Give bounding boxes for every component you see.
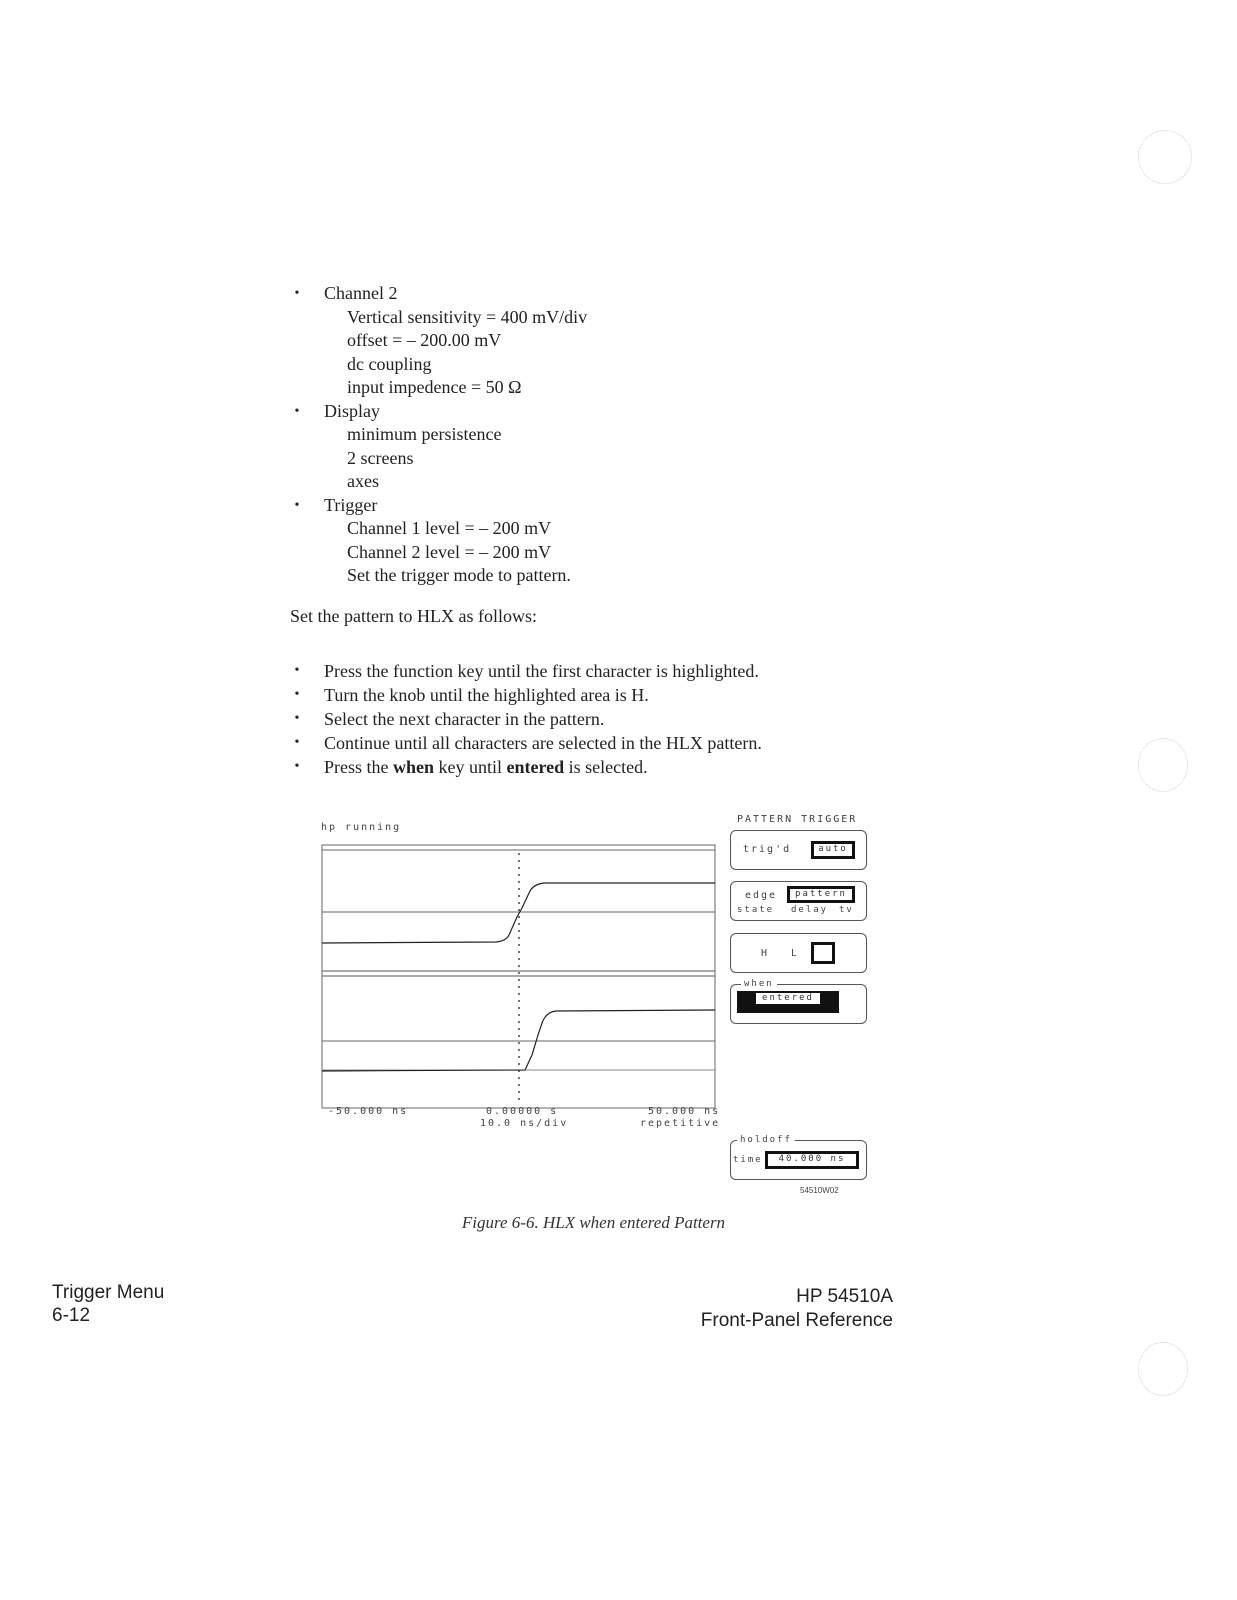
setting-line: dc coupling — [347, 353, 432, 374]
softkey-holdoff[interactable] — [730, 1135, 867, 1180]
setting-line: Vertical sensitivity = 400 mV/div — [347, 306, 588, 327]
entered-option-name: entered — [506, 757, 565, 777]
intro-text: Set the pattern to HLX as follows: — [290, 606, 537, 626]
binder-hole — [1138, 130, 1192, 184]
setting-line: axes — [347, 471, 379, 491]
pattern-value: pattern — [787, 886, 855, 903]
group-title: Channel 2 — [324, 283, 398, 303]
step-text-part: Press the — [324, 757, 393, 777]
step-text: Press the function key until the first character is highlighted. — [324, 661, 759, 681]
channel-1-trace — [322, 883, 715, 943]
footer-right — [701, 1285, 893, 1333]
step-text-part: key until — [434, 757, 507, 777]
setting-line: minimum persistence — [347, 424, 502, 444]
product-name: HP 54510A — [796, 1286, 893, 1307]
trigd-label: trig'd — [743, 844, 792, 855]
figure-id: 54510W02 — [800, 1186, 839, 1195]
bullet: • — [294, 711, 300, 726]
step-item — [290, 731, 910, 755]
tv-label: tv — [839, 905, 854, 915]
pattern-h: H — [761, 948, 770, 959]
setting-line: Channel 1 level = – 200 mV — [347, 518, 552, 538]
bullet: • — [294, 403, 300, 419]
edge-label: edge — [745, 890, 778, 901]
figure-caption: Figure 6-6. HLX when entered Pattern — [461, 1213, 726, 1232]
setting-line: Set the trigger mode to pattern. — [347, 565, 571, 585]
pattern-l: L — [791, 948, 800, 959]
waveform-display — [300, 805, 730, 1125]
bullet: • — [294, 759, 300, 774]
settings-group-display — [290, 400, 910, 494]
bullet: • — [294, 663, 300, 678]
when-key-name: when — [393, 757, 435, 777]
manual-name: Front-Panel Reference — [700, 1310, 893, 1331]
binder-hole — [1138, 738, 1188, 792]
step-text: Continue until all characters are selected in the HLX pattern. — [324, 733, 762, 753]
softkey-when[interactable] — [730, 979, 867, 1024]
footer-left — [52, 1281, 164, 1327]
holdoff-heading: holdoff — [737, 1135, 795, 1145]
step-text: Turn the knob until the highlighted area is H. — [324, 685, 649, 705]
softkey-trigger-type[interactable] — [730, 881, 867, 921]
bullet: • — [294, 735, 300, 750]
delay-label: delay — [791, 905, 829, 915]
settings-group-channel-2 — [290, 282, 910, 400]
settings-list — [290, 282, 910, 588]
step-item — [290, 683, 910, 707]
step-text-part: is selected. — [564, 757, 648, 777]
bullet: • — [294, 286, 300, 301]
softkey-panel-title: PATTERN TRIGGER — [737, 814, 858, 825]
settings-group-trigger — [290, 494, 910, 588]
time-right-label: 50.000 ns — [648, 1106, 721, 1117]
step-item — [290, 755, 910, 779]
page-number: 6-12 — [52, 1305, 91, 1326]
group-title: Trigger — [324, 494, 378, 515]
pattern-x-highlighted: X — [811, 942, 835, 964]
time-left-label: -50.000 ns — [328, 1106, 409, 1117]
bullet: • — [294, 687, 300, 702]
time-center-label: 0.00000 s — [486, 1106, 559, 1117]
entered-value — [737, 991, 839, 1013]
acquisition-mode-label: repetitive — [640, 1118, 721, 1129]
setting-line: offset = – 200.00 mV — [347, 330, 502, 350]
holdoff-value: 40.000 ns — [765, 1151, 859, 1169]
softkey-trigger-mode[interactable] — [730, 830, 867, 870]
section-name: Trigger Menu — [52, 1282, 165, 1303]
group-title: Display — [324, 400, 380, 421]
step-text: Select the next character in the pattern. — [324, 709, 605, 729]
setting-line: Channel 2 level = – 200 mV — [347, 541, 552, 562]
auto-value: auto — [811, 841, 855, 859]
time-label: time — [733, 1155, 763, 1165]
step-item — [290, 659, 910, 683]
bullet: • — [294, 497, 300, 513]
status-text: hp running — [321, 822, 402, 833]
state-label: state — [737, 905, 775, 915]
step-text — [324, 755, 910, 779]
entered-text: entered — [756, 993, 820, 1004]
setting-line: 2 screens — [347, 447, 414, 468]
oscilloscope-figure — [300, 805, 880, 1205]
step-item — [290, 707, 910, 731]
steps-list — [290, 659, 910, 779]
time-per-div-label: 10.0 ns/div — [480, 1118, 569, 1129]
softkey-pattern[interactable] — [730, 933, 867, 973]
setting-line: input impedence = 50 Ω — [347, 377, 522, 397]
binder-hole — [1138, 1342, 1188, 1396]
when-heading: when — [741, 979, 777, 989]
